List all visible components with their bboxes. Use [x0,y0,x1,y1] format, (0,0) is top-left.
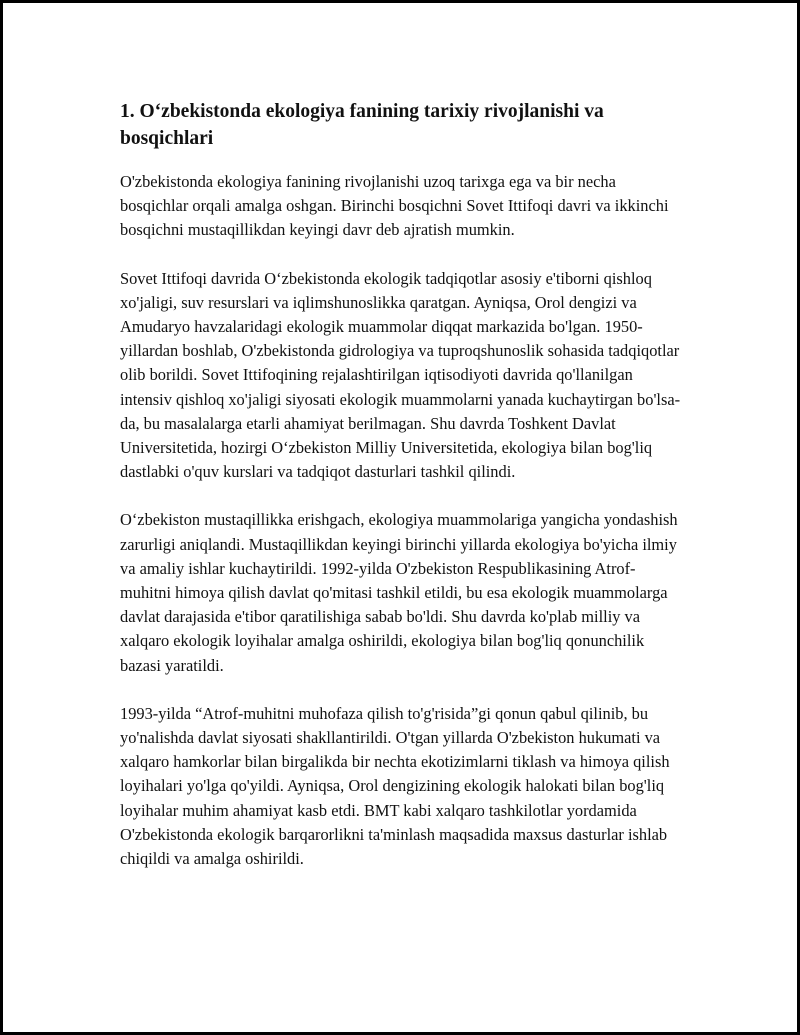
paragraph-intro: O'zbekistonda ekologiya fanining rivojlanishi uzoq tarixga ega va bir necha bosqichlar orqali amalga oshgan. Birinchi bosqichni Sovet Ittifoqi davri va ikkinchi bosqichni mustaqillikdan keyingi davr deb ajratish mumkin. [120,172,669,240]
paragraph-independence-period: O‘zbekiston mustaqillikka erishgach, ekologiya muammolariga yangicha yondashish zarurligi aniqlandi. Mustaqillikdan keyingi birinchi yillarda ekologiya bo'yicha ilmiy va amaliy ishlar kuchaytirildi. 1992-yilda O'zbekiston Respublikasining Atrof-muhitni himoya qilish davlat qo'mitasi tashkil etildi, bu esa ekologik muammolarga davlat darajasida e'tibor qaratilishiga sabab bo'ldi. Shu davrda ko'plab milliy va xalqaro ekologik loyihalar amalga oshirildi, ekologiya bilan bog'liq qonunchilik bazasi yaratildi. [120,510,678,675]
section-heading: 1. O‘zbekistonda ekologiya fanining tarixiy rivojlanishi va bosqichlari [120,101,604,149]
paragraph-environmental-law: 1993-yilda “Atrof-muhitni muhofaza qilish to'g'risida”gi qonun qabul qilinib, bu yo'nalishda davlat siyosati shakllantirildi. O'tgan yillarda O'zbekiston hukumati va xalqaro hamkorlar bilan birgalikda bir nechta ekotizimlarni tiklash va himoya qilish loyihalari yo'lga qo'yildi. Ayniqsa, Orol dengizining ekologik halokati bilan bog'liq loyihalar muhim ahamiyat kasb etdi. BMT kabi xalqaro tashkilotlar yordamida O'zbekistonda ekologik barqarorlikni ta'minlash maqsadida maxsus dasturlar ishlab chiqildi va amalga oshirildi. [120,703,670,869]
paragraph-soviet-period: Sovet Ittifoqi davrida O‘zbekistonda ekologik tadqiqotlar asosiy e'tiborni qishloq xo'jaligi, suv resurslari va iqlimshunoslikka qaratgan. Ayniqsa, Orol dengizi va Amudaryo havzalaridagi ekologik muammolar diqqat markazida bo'lgan. 1950-yillardan boshlab, O'zbekistonda gidrologiya va tuproqshunoslik sohasida tadqiqotlar olib borildi. Sovet Ittifoqining rejalashtirilgan iqtisodiyoti davrida qo'llanilgan intensiv qishloq xo'jaligi siyosati ekologik muammolarni yanada kuchaytirgan bo'lsa-da, bu masalalarga etarli ahamiyat berilmagan. Shu davrda Toshkent Davlat Universitetida, hozirgi O‘zbekiston Milliy Universitetida, ekologiya bilan bog'liq dastlabki o'quv kurslari va tadqiqot dasturlari tashkil qilindi. [120,268,681,482]
